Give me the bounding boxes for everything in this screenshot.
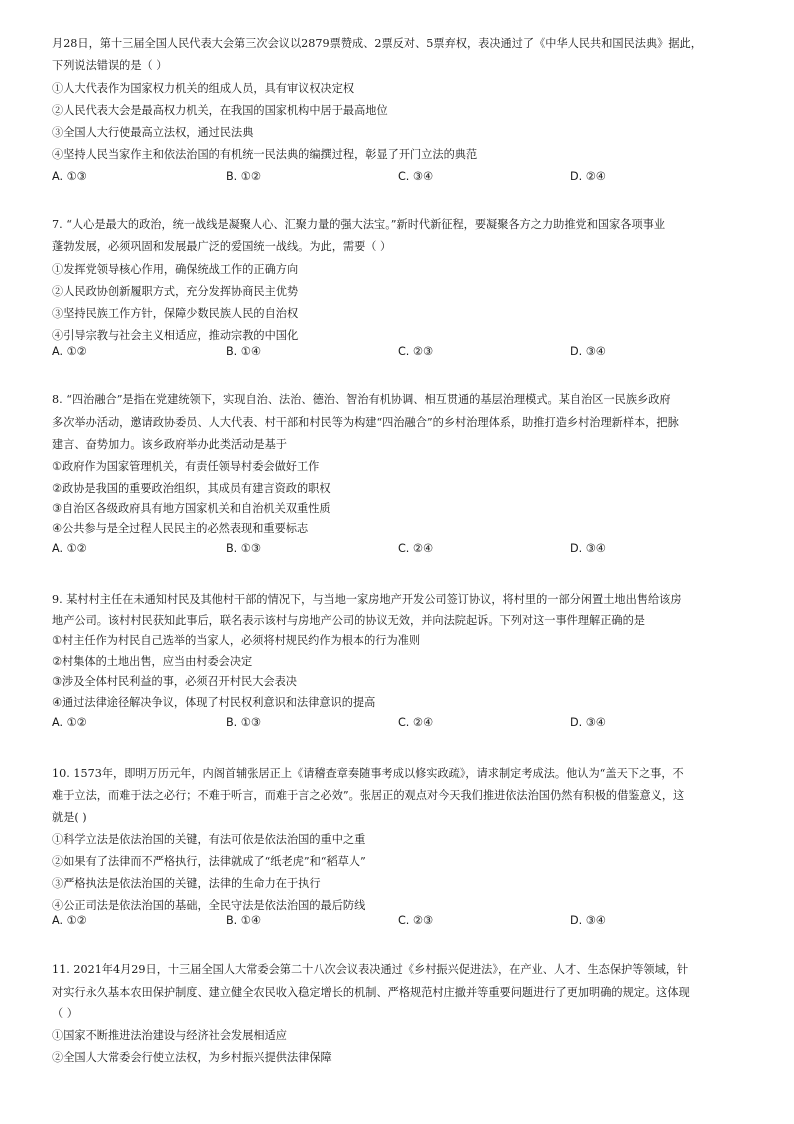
- q8-options: [52, 541, 752, 557]
- q6-item-1: ①人大代表作为国家权力机关的组成人员，具有审议权决定权: [52, 82, 355, 95]
- q9-item-2: ②村集体的土地出售，应当由村委会决定: [52, 655, 253, 668]
- q11-stem-line-3: （ ）: [52, 1007, 78, 1020]
- q11-item-2: ②全国人大常委会行使立法权，为乡村振兴提供法律保障: [52, 1051, 332, 1064]
- q6-item-4: ④坚持人民当家作主和依法治国的有机统一民法典的编撰过程，彰显了开门立法的典范: [52, 148, 478, 161]
- q8-option-a[interactable]: A. ①②: [52, 542, 87, 555]
- q9-item-1: ①村主任作为村民自己选举的当家人，必须将村规民约作为根本的行为准则: [52, 634, 421, 647]
- q9-option-a[interactable]: A. ①②: [52, 716, 87, 729]
- q10-item-2: ②如果有了法律而不严格执行，法律就成了“纸老虎”和“稻草人”: [52, 855, 366, 868]
- q8-item-1: ①政府作为国家管理机关，有责任领导村委会做好工作: [52, 460, 320, 473]
- q10-option-c[interactable]: C. ②③: [398, 914, 433, 927]
- q9-item-3: ③涉及全体村民利益的事，必须召开村民大会表决: [52, 675, 297, 688]
- q11-item-1: ①国家不断推进法治建设与经济社会发展相适应: [52, 1029, 287, 1042]
- q8-option-b[interactable]: B. ①③: [226, 542, 261, 555]
- q10-item-4: ④公正司法是依法治国的基础，全民守法是依法治国的最后防线: [52, 899, 366, 912]
- q6-option-c[interactable]: C. ③④: [398, 170, 433, 183]
- q6-stem-line-2: 下列说法错误的是（ ）: [52, 59, 168, 72]
- q8-option-d[interactable]: D. ③④: [570, 542, 606, 555]
- q6-item-2: ②人民代表大会是最高权力机关，在我国的国家机构中居于最高地位: [52, 104, 388, 117]
- q9-option-c[interactable]: C. ②④: [398, 716, 433, 729]
- q11-stem-line-2: 对实行永久基本农田保护制度、建立健全农民收入稳定增长的机制、严格规范村庄撤并等重要问题进行了更加明确的规定。这体现: [52, 986, 690, 999]
- q7-option-a[interactable]: A. ①②: [52, 345, 87, 358]
- q10-stem-line-1: 10. 1573年，即明万历元年，内阁首辅张居正上《请稽查章奏随事考成以修实政疏》，请求制定考成法。他认为“盖天下之事，不: [52, 767, 684, 780]
- q7-option-b[interactable]: B. ①④: [226, 345, 261, 358]
- q7-option-d[interactable]: D. ③④: [570, 345, 606, 358]
- q9-option-d[interactable]: D. ③④: [570, 716, 606, 729]
- q7-item-4: ④引导宗教与社会主义相适应，推动宗教的中国化: [52, 329, 299, 342]
- q6-option-a[interactable]: A. ①③: [52, 170, 87, 183]
- q6-options: [52, 169, 752, 185]
- q7-options: [52, 344, 752, 360]
- q6-option-b[interactable]: B. ①②: [226, 170, 261, 183]
- q11-stem-line-1: 11. 2021年4月29日，十三届全国人大常委会第二十八次会议表决通过《乡村振兴促进法》，在产业、人才、生态保护等领域，针: [52, 963, 689, 976]
- q9-stem-line-1: 9. 某村村主任在未通知村民及其他村干部的情况下，与当地一家房地产开发公司签订协议，将村里的一部分闲置土地出售给该房: [52, 593, 682, 606]
- q10-option-d[interactable]: D. ③④: [570, 914, 606, 927]
- q6-stem-line-1: 月28日，第十三届全国人民代表大会第三次会议以2879票赞成、2票反对、5票弃权，表决通过了《中华人民共和国民法典》据此，: [52, 37, 702, 50]
- q10-options: [52, 913, 752, 929]
- q8-item-3: ③自治区各级政府具有地方国家机关和自治机关双重性质: [52, 502, 331, 515]
- q7-item-1: ①发挥党领导核心作用，确保统战工作的正确方向: [52, 263, 299, 276]
- q8-stem-line-2: 多次举办活动，邀请政协委员、人大代表、村干部和村民等为构建“四治融合”的乡村治理体系，助推打造乡村治理新样本，把脉: [52, 416, 679, 429]
- q7-option-c[interactable]: C. ②③: [398, 345, 433, 358]
- q8-option-c[interactable]: C. ②④: [398, 542, 433, 555]
- q6-option-d[interactable]: D. ②④: [570, 170, 606, 183]
- q9-option-b[interactable]: B. ①③: [226, 716, 261, 729]
- q7-item-3: ③坚持民族工作方针，保障少数民族人民的自治权: [52, 307, 299, 320]
- q10-option-a[interactable]: A. ①②: [52, 914, 87, 927]
- q8-item-4: ④公共参与是全过程人民民主的必然表现和重要标志: [52, 522, 309, 535]
- q10-stem-line-3: 就是( ): [52, 811, 87, 824]
- q8-item-2: ②政协是我国的重要政治组织，其成员有建言资政的职权: [52, 482, 331, 495]
- q9-stem-line-2: 地产公司。该村村民获知此事后，联名表示该村与房地产公司的协议无效，并向法院起诉。下列对这一事件理解正确的是: [52, 614, 645, 627]
- q7-stem-line-1: 7. “人心是最大的政治，统一战线是凝聚人心、汇聚力量的强大法宝。”新时代新征程，要凝聚各方之力助推党和国家各项事业: [52, 218, 666, 231]
- q9-item-4: ④通过法律途径解决争议，体现了村民权利意识和法律意识的提高: [52, 696, 376, 709]
- q9-options: [52, 715, 752, 731]
- q8-stem-line-3: 建言、奋势加力。该乡政府举办此类活动是基于: [52, 438, 287, 451]
- q10-option-b[interactable]: B. ①④: [226, 914, 261, 927]
- q10-stem-line-2: 难于立法，而难于法之必行；不难于听言，而难于言之必效”。张居正的观点对今天我们推进依法治国仍然有积极的借鉴意义，这: [52, 789, 685, 802]
- q10-item-3: ③严格执法是依法治国的关键，法律的生命力在于执行: [52, 877, 321, 890]
- q7-item-2: ②人民政协创新履职方式，充分发挥协商民主优势: [52, 285, 299, 298]
- q8-stem-line-1: 8. “四治融合”是指在党建统领下，实现自治、法治、德治、智治有机协调、相互贯通的基层治理模式。某自治区一民族乡政府: [52, 393, 671, 406]
- q7-stem-line-2: 蓬勃发展，必须巩固和发展最广泛的爱国统一战线。为此，需要（ ）: [52, 240, 392, 253]
- q6-item-3: ③全国人大行使最高立法权，通过民法典: [52, 126, 254, 139]
- q10-item-1: ①科学立法是依法治国的关键，有法可依是依法治国的重中之重: [52, 833, 366, 846]
